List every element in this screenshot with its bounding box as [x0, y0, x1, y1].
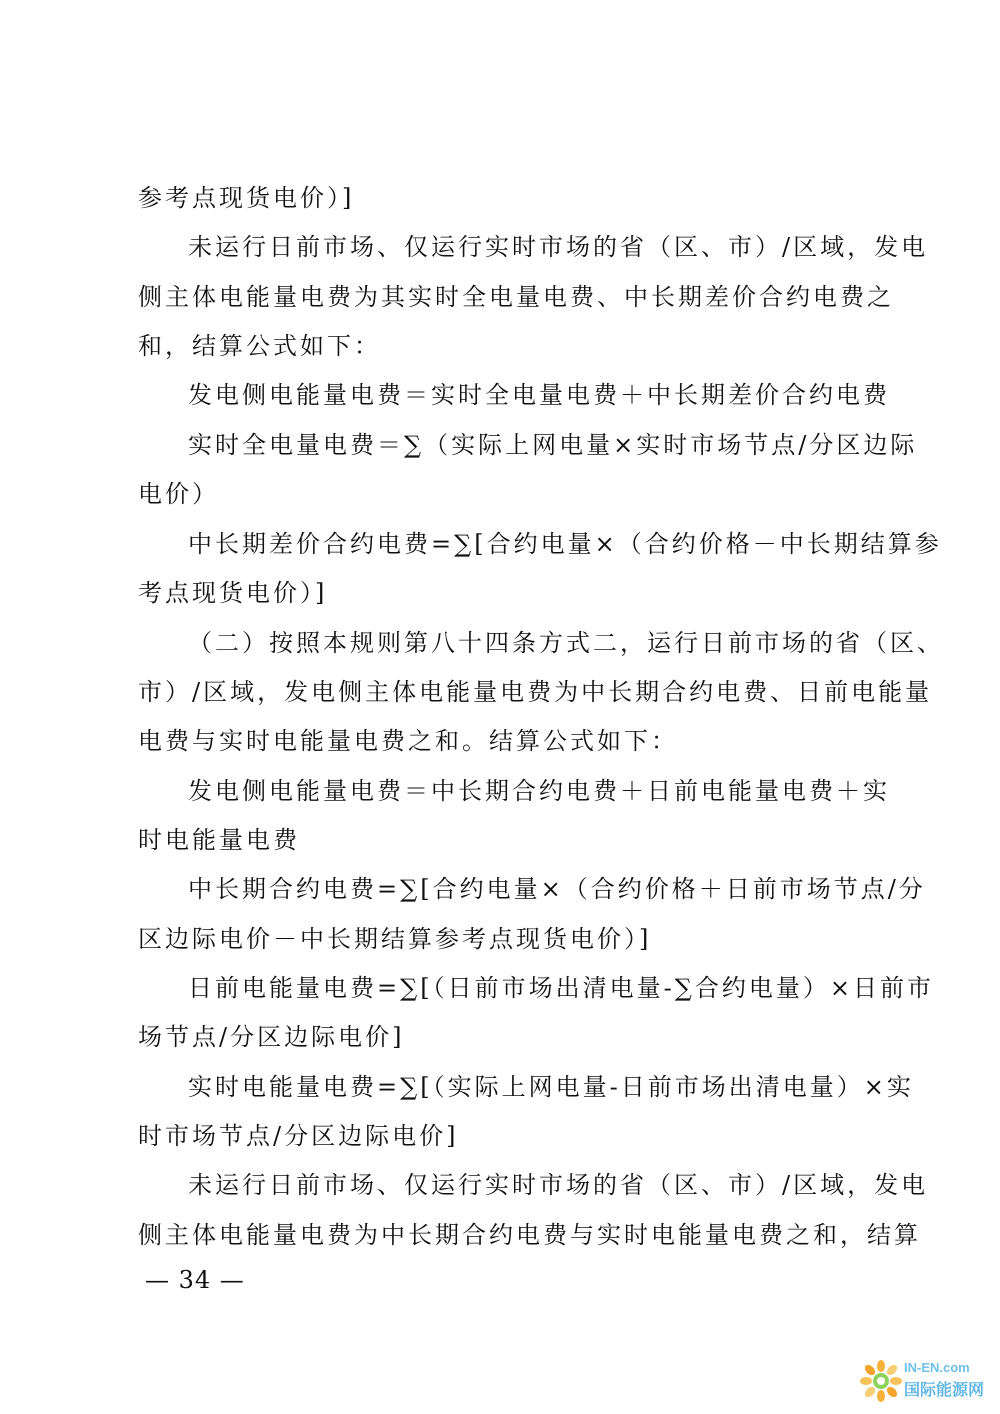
text-line: 时电能量电费 — [138, 826, 300, 854]
page-number: — 34 — — [145, 1266, 245, 1294]
text-line: 区边际电价－中长期结算参考点现货电价）] — [138, 925, 652, 953]
sun-flower-logo-icon — [860, 1360, 902, 1402]
text-line: 侧主体电能量电费为其实时全电量电费、中长期差价合约电费之 — [138, 283, 894, 311]
text-line: 日前电能量电费=∑[（日前市场出清电量-∑合约电量）×日前市 — [188, 974, 934, 1002]
text-line: 发电侧电能量电费＝中长期合约电费＋日前电能量电费＋实 — [188, 777, 890, 805]
text-line: 中长期合约电费=∑[合约电量×（合约价格＋日前市场节点/分 — [188, 875, 926, 903]
watermark-logo — [860, 1356, 992, 1406]
text-line: 实时电能量电费=∑[（实际上网电量-日前市场出清电量）×实 — [188, 1073, 914, 1101]
text-line: 时市场节点/分区边际电价] — [138, 1122, 459, 1150]
section-heading-line: （二）按照本规则第八十四条方式二，运行日前市场的省（区、 — [188, 629, 944, 657]
text-line: 电费与实时电能量电费之和。结算公式如下： — [138, 727, 678, 755]
watermark-chinese-text: 国际能源网 — [904, 1380, 985, 1399]
text-line: 未运行日前市场、仅运行实时市场的省（区、市）/区域，发电 — [188, 1171, 929, 1199]
text-line: 电价） — [138, 480, 219, 508]
text-line: 和，结算公式如下： — [138, 332, 381, 360]
text-line: 发电侧电能量电费＝实时全电量电费＋中长期差价合约电费 — [188, 381, 890, 409]
text-line: 实时全电量电费＝∑（实际上网电量×实时市场节点/分区边际 — [188, 431, 918, 459]
text-line: 中长期差价合约电费=∑[合约电量×（合约价格－中长期结算参 — [188, 530, 942, 558]
text-line: 侧主体电能量电费为中长期合约电费与实时电能量电费之和，结算 — [138, 1221, 921, 1249]
watermark-english-text: IN-EN.com — [904, 1360, 970, 1375]
text-line: 考点现货电价）] — [138, 579, 328, 607]
text-line: 市）/区域，发电侧主体电能量电费为中长期合约电费、日前电能量 — [138, 678, 933, 706]
text-line: 未运行日前市场、仅运行实时市场的省（区、市）/区域，发电 — [188, 233, 929, 261]
text-line: 场节点/分区边际电价] — [138, 1023, 405, 1051]
text-line: 参考点现货电价）] — [138, 184, 355, 212]
